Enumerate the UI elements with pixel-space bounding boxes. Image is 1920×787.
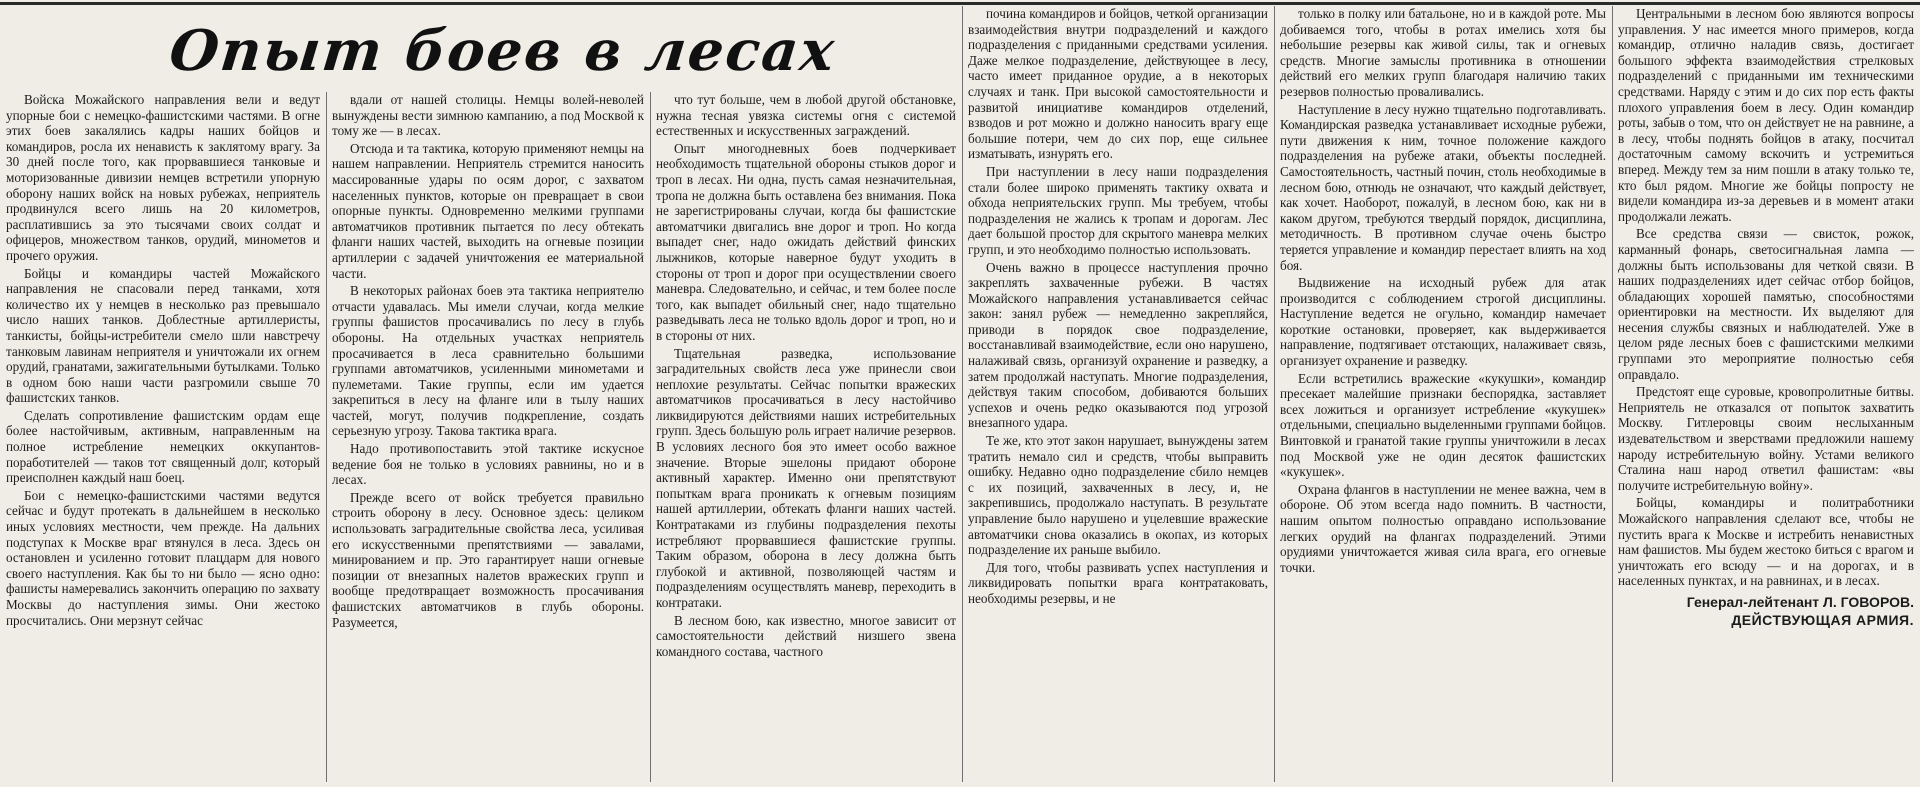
column-divider [650,92,651,782]
paragraph: В лесном бою, как известно, многое зависит от самостоятельности действий низшего звена командного состава, частного [656,612,956,659]
article-column-6 [1618,6,1914,782]
paragraph: Центральными в лесном бою являются вопросы управления. У нас имеется много примеров, когда командир, отлично наладив связь, достигает большого эффекта взаимодействия стрелковых подразделений с приданными им техническими средствами. Наряду с этим и до сих пор есть факты плохого управления боем в лесу. Один командир роты, забыв о том, что он действует не на равнине, а в лесу, чтобы поднять бойцов в атаку, посчитал достаточным самому вскочить и устремиться вперед. Между тем за ним пошли в атаку только те, кто был рядом. Многие же бойцы попросту не видели командира из-за деревьев и в момент атаки продолжали лежать. [1618,6,1914,224]
paragraph: Надо противопоставить этой тактике искусное ведение боя не только в условиях равнины, но и в лесах. [332,441,644,488]
column-divider [326,92,327,782]
paragraph: Очень важно в процессе наступления прочно закреплять захваченные рубежи. В частях Можайского направления устанавливается сейчас закон: занял рубеж — немедленно закрепляйся, приводи в порядок свое подразделение, восстанавливай взаимодействие, если оно нарушено, налаживай связь, организуй охранение и разведку, а затем продолжай наступать. Многие подразделения, действуя таким способом, добиваются больших успехов и очень редко оказываются под угрозой внезапного удара. [968,259,1268,431]
paragraph: В некоторых районах боев эта тактика неприятелю отчасти удавалась. Мы имели случаи, когда мелкие группы фашистов просачивались по лесу в глубь обороны. На отдельных участках неприятель просачивается в леса сравнительно большими группами автоматчиков, усиленными минометами и пулеметами. Такие группы, если им удается закрепиться в лесу на фланге или в тылу наших частей, могут, получив подкрепление, создать серьезную угрозу. Такова тактика врага. [332,283,644,439]
paragraph: Бойцы и командиры частей Можайского направления не спасовали перед танками, хотя количество их у немцев в несколько раз превышало число наших танков. Доблестные артиллеристы, танкисты, бойцы-истребители смело шли навстречу танковым лавинам неприятеля и уничтожали их огнем орудий, гранатами, зажигательными бутылками. Только в одном бою наши части разгромили свыше 70 фашистских танков. [6,265,320,406]
article-column-2 [332,92,644,782]
paragraph: Прежде всего от войск требуется правильно строить оборону в лесу. Основное здесь: целиком использовать заградительные свойства леса, усиливая его искусственными препятствиями — завалами, минированием и пр. Это гарантирует наши огневые позиции от внезапных налетов вражеских групп и вообще предотвращает возможность просачивания фашистских автоматчиков в глубь обороны. Разумеется, [332,489,644,630]
article-column-1 [6,92,320,782]
paragraph: Отсюда и та тактика, которую применяют немцы на нашем направлении. Неприятель стремится наносить массированные удары по осям дорог, с захватом населенных пунктов, которые он превращает в свои опорные пункты. Одновременно мелкими группами автоматчиков противник пытается по лесу обтекать фланги наших частей, выходить на огневые позиции артиллерии с задачей уничтожения ее материальной части. [332,140,644,281]
paragraph: Предстоят еще суровые, кровопролитные битвы. Неприятель не отказался от попыток захватить Москву. Гитлеровцы своим неслыханным издевательством и зверствами предложили нашему народу истребительную войну. Устами великого Сталина наш народ ответил фашистам: «вы получите истребительную войну». [1618,384,1914,493]
paragraph: Войска Можайского направления вели и ведут упорные бои с немецко-фашистскими частями. В огне этих боев закалялись кадры наших бойцов и командиров, росла их ненависть к заклятому врагу. За 30 дней после того, как прорвавшиеся танковые и моторизованные дивизии немцев встретили упорную оборону наших войск на новых рубежах, неприятель продвинулся всего лишь на 20 километров, расплатившись за это тысячами своих солдат и офицеров, множеством танков, орудий, минометов и прочего оружия. [6,92,320,263]
paragraph: Для того, чтобы развивать успех наступления и ликвидировать попытки врага контратаковать, необходимы резервы, и не [968,559,1268,606]
paragraph: Охрана флангов в наступлении не менее важна, чем в обороне. Об этом всегда надо помнить. В частности, нашим опытом полностью оправдано использование легких орудий на флангах подразделений. Этими орудиями уничтожается живая сила врага, его огневые точки. [1280,481,1606,575]
top-rule [0,2,1920,5]
paragraph: Наступление в лесу нужно тщательно подготавливать. Командирская разведка устанавливает исходные рубежи, пути движения к ним, точное положение каждого подразделения на рубеже атаки, объекты последней. Самостоятельность, частный почин, столь необходимые в лесном бою, отнюдь не означают, что каждый действует, как хочет. Наоборот, пожалуй, в лесном бою, как ни в каком другом, требуются твердый порядок, дисциплина, методичность. В противном случае очень быстро теряется управление и командир перестает влиять на ход боя. [1280,101,1606,273]
dateline: ДЕЙСТВУЮЩАЯ АРМИЯ. [1731,611,1914,628]
article-headline: Опыт боев в лесах [166,18,840,84]
paragraph: только в полку или батальоне, но и в каждой роте. Мы добиваемся того, чтобы в ротах имелись хотя бы небольшие резервы как живой силы, так и огневых средств. Многие замыслы противника в отношении действий его мелких групп благодаря наличию таких резервов полностью проваливались. [1280,6,1606,99]
article-column-5 [1280,6,1606,782]
paragraph: Выдвижение на исходный рубеж для атак производится с соблюдением строгой дисциплины. Наступление ведется не огульно, командир намечает короткие остановки, проверяет, как выдерживается направление, подтягивает отстающих, налаживает связь, организует охранение и разведку. [1280,275,1606,369]
article-column-3 [656,92,956,782]
paragraph: вдали от нашей столицы. Немцы волей-неволей вынуждены вести зимнюю кампанию, а под Москвой к тому же — в лесах. [332,92,644,139]
paragraph: Те же, кто этот закон нарушает, вынуждены затем тратить немало сил и средств, чтобы выправить ошибку. Недавно одно подразделение сбило немцев с их позиций, захваченных в лесу, и, не закрепившись, продолжало наступать. В результате управление было нарушено и уцелевшие вражеские автоматчики снова оказались в окопах, из которых подразделение их раньше выбило. [968,433,1268,558]
paragraph: почина командиров и бойцов, четкой организации взаимодействия внутри подразделений и каждого подразделения с приданными средствами усиления. Даже мелкое подразделение, действующее в лесу, часто имеет приданное орудие, а в некоторых случаях и танк. При высокой самостоятельности и развитой инициативе командиров отделений, взводов и рот можно и должно наносить врагу еще большие потери, чем до сих пор, еще сильнее изматывать, изнурять его. [968,6,1268,162]
paragraph: что тут больше, чем в любой другой обстановке, нужна тесная увязка системы огня с системой естественных и искусственных заграждений. [656,92,956,139]
paragraph: Если встретились вражеские «кукушки», командир пресекает малейшие признаки беспорядка, заставляет всех ложиться и организует истребление «кукушек» отдельными, специально выделенными группами бойцов. Винтовкой и гранатой такие группы уничтожили в лесах под Москвой уже не один десяток фашистских «кукушек». [1280,370,1606,480]
article-column-4 [968,6,1268,782]
paragraph: Опыт многодневных боев подчеркивает необходимость тщательной обороны стыков дорог и троп в лесах. Ни одна, пусть самая незначительная, тропа не должна быть оставлена без внимания. Пока не зарегистрированы случаи, когда бы фашистские автоматчики двигались вне дорог и троп. Но когда выпадет снег, надо ожидать действий финских лыжников, которые наверное будут уходить в стороны от троп и дорог при осуществлении своего маневра. Следовательно, и сейчас, и тем более после того, как выпадет обильный снег, надо тщательно разведывать леса не только вдоль дорог и троп, но и в стороны от них. [656,140,956,343]
paragraph: Тщательная разведка, использование заградительных свойств леса уже принесли свои неплохие результаты. Сейчас попытки вражеских автоматчиков просачиваться в лесу настойчиво ликвидируются действиями наших истребительных групп. Здесь большую роль играет наличие резервов. В условиях лесного боя это имеет особо важное значение. Вторые эшелоны придают обороне активный характер. Именно они препятствуют попыткам врага проникать к огневым позициям нашей артиллерии, обтекать фланги наших частей. Контратаками из глубины подразделения пехоты истребляют прорвавшиеся фашистские группы. Таким образом, оборона в лесу должна быть глубокой и активной, позволяющей частям и подразделениям осуществлять маневр, переходить в контратаки. [656,345,956,610]
column-divider [962,6,963,782]
paragraph: Все средства связи — свисток, рожок, карманный фонарь, светосигнальная лампа — должны быть использованы для четкой связи. В наших подразделениях идет сейчас отбор бойцов, обладающих хорошей памятью, способностями ориентировки на местности. Их выделяют для несения службы связных и наблюдателей. Уже в целом ряде лесных боев с фашистскими мелкими группами это мероприятие полностью себя оправдало. [1618,226,1914,382]
author-signature: Генерал-лейтенант Л. ГОВОРОВ. [1686,593,1914,610]
paragraph: Бои с немецко-фашистскими частями ведутся сейчас и будут протекать в дальнейшем в несколько иных условиях местности, чем прежде. На дальних подступах к Москве враг втянулся в леса. Здесь он остановлен и усиленно готовит плацдарм для нового своего наступления. Как бы то ни было — ясно одно: фашисты намеревались закончить операцию по захвату Москвы до наступления зимы. Они жестоко просчитались. Они мерзнут сейчас [6,487,320,628]
column-divider [1612,6,1613,782]
column-divider [1274,6,1275,782]
paragraph: При наступлении в лесу наши подразделения стали более широко применять тактику охвата и обхода неприятельских групп. Мы требуем, чтобы подразделения не жались к тропам и дорогам. Лес дает большой простор для скрытого маневра мелких групп, и это необходимо полностью использовать. [968,163,1268,257]
paragraph: Бойцы, командиры и политработники Можайского направления сделают все, чтобы не пустить врага к Москве и истребить ненавистных нам фашистов. Мы будем жестоко биться с врагом и уничтожать его всюду — и на дорогах, и в населенных пунктах, и на равнинах, и в лесах. [1618,495,1914,589]
paragraph: Сделать сопротивление фашистским ордам еще более настойчивым, активным, направленным на полное истребление немецких оккупантов-поработителей — таков тот священный долг, который преисполнен каждый наш боец. [6,407,320,486]
